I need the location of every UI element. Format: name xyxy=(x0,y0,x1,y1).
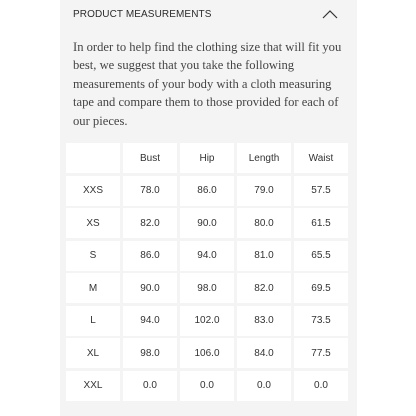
table-row xyxy=(66,306,352,338)
waist-value: 73.5 xyxy=(294,306,348,336)
table-row xyxy=(66,241,352,273)
size-table xyxy=(66,143,352,403)
hip-value: 98.0 xyxy=(180,273,234,303)
column-header-size xyxy=(66,143,120,173)
length-value: 81.0 xyxy=(237,241,291,271)
size-label: XL xyxy=(66,338,120,368)
bust-value: 82.0 xyxy=(123,208,177,238)
table-header-row xyxy=(66,143,352,175)
length-value: 82.0 xyxy=(237,273,291,303)
product-measurements-header[interactable] xyxy=(60,0,357,32)
bust-value: 86.0 xyxy=(123,241,177,271)
size-label: S xyxy=(66,241,120,271)
hip-value: 106.0 xyxy=(180,338,234,368)
size-label: XS xyxy=(66,208,120,238)
hip-value: 94.0 xyxy=(180,241,234,271)
hip-value: 0.0 xyxy=(180,371,234,401)
size-label: L xyxy=(66,306,120,336)
section-title: PRODUCT MEASUREMENTS xyxy=(73,9,212,20)
bust-value: 94.0 xyxy=(123,306,177,336)
length-value: 0.0 xyxy=(237,371,291,401)
length-value: 80.0 xyxy=(237,208,291,238)
waist-value: 65.5 xyxy=(294,241,348,271)
column-header-bust: Bust xyxy=(123,143,177,173)
column-header-hip: Hip xyxy=(180,143,234,173)
length-value: 79.0 xyxy=(237,176,291,206)
hip-value: 90.0 xyxy=(180,208,234,238)
column-header-waist: Waist xyxy=(294,143,348,173)
table-row xyxy=(66,273,352,305)
length-value: 83.0 xyxy=(237,306,291,336)
length-value: 84.0 xyxy=(237,338,291,368)
hip-value: 102.0 xyxy=(180,306,234,336)
column-header-length: Length xyxy=(237,143,291,173)
bust-value: 90.0 xyxy=(123,273,177,303)
intro-text: In order to help find the clothing size that will fit you best, we suggest that you take the following measurements of your body with a cloth measuring tape and compare them to those provided for each of our pieces. xyxy=(73,40,342,128)
size-label: M xyxy=(66,273,120,303)
waist-value: 77.5 xyxy=(294,338,348,368)
waist-value: 69.5 xyxy=(294,273,348,303)
chevron-up-icon[interactable] xyxy=(322,8,338,20)
waist-value: 61.5 xyxy=(294,208,348,238)
table-row xyxy=(66,338,352,370)
bust-value: 98.0 xyxy=(123,338,177,368)
waist-value: 57.5 xyxy=(294,176,348,206)
table-row xyxy=(66,208,352,240)
size-label: XXS xyxy=(66,176,120,206)
table-row xyxy=(66,371,352,403)
size-label: XXL xyxy=(66,371,120,401)
waist-value: 0.0 xyxy=(294,371,348,401)
hip-value: 86.0 xyxy=(180,176,234,206)
product-measurements-panel xyxy=(60,0,357,416)
table-row xyxy=(66,176,352,208)
bust-value: 78.0 xyxy=(123,176,177,206)
bust-value: 0.0 xyxy=(123,371,177,401)
